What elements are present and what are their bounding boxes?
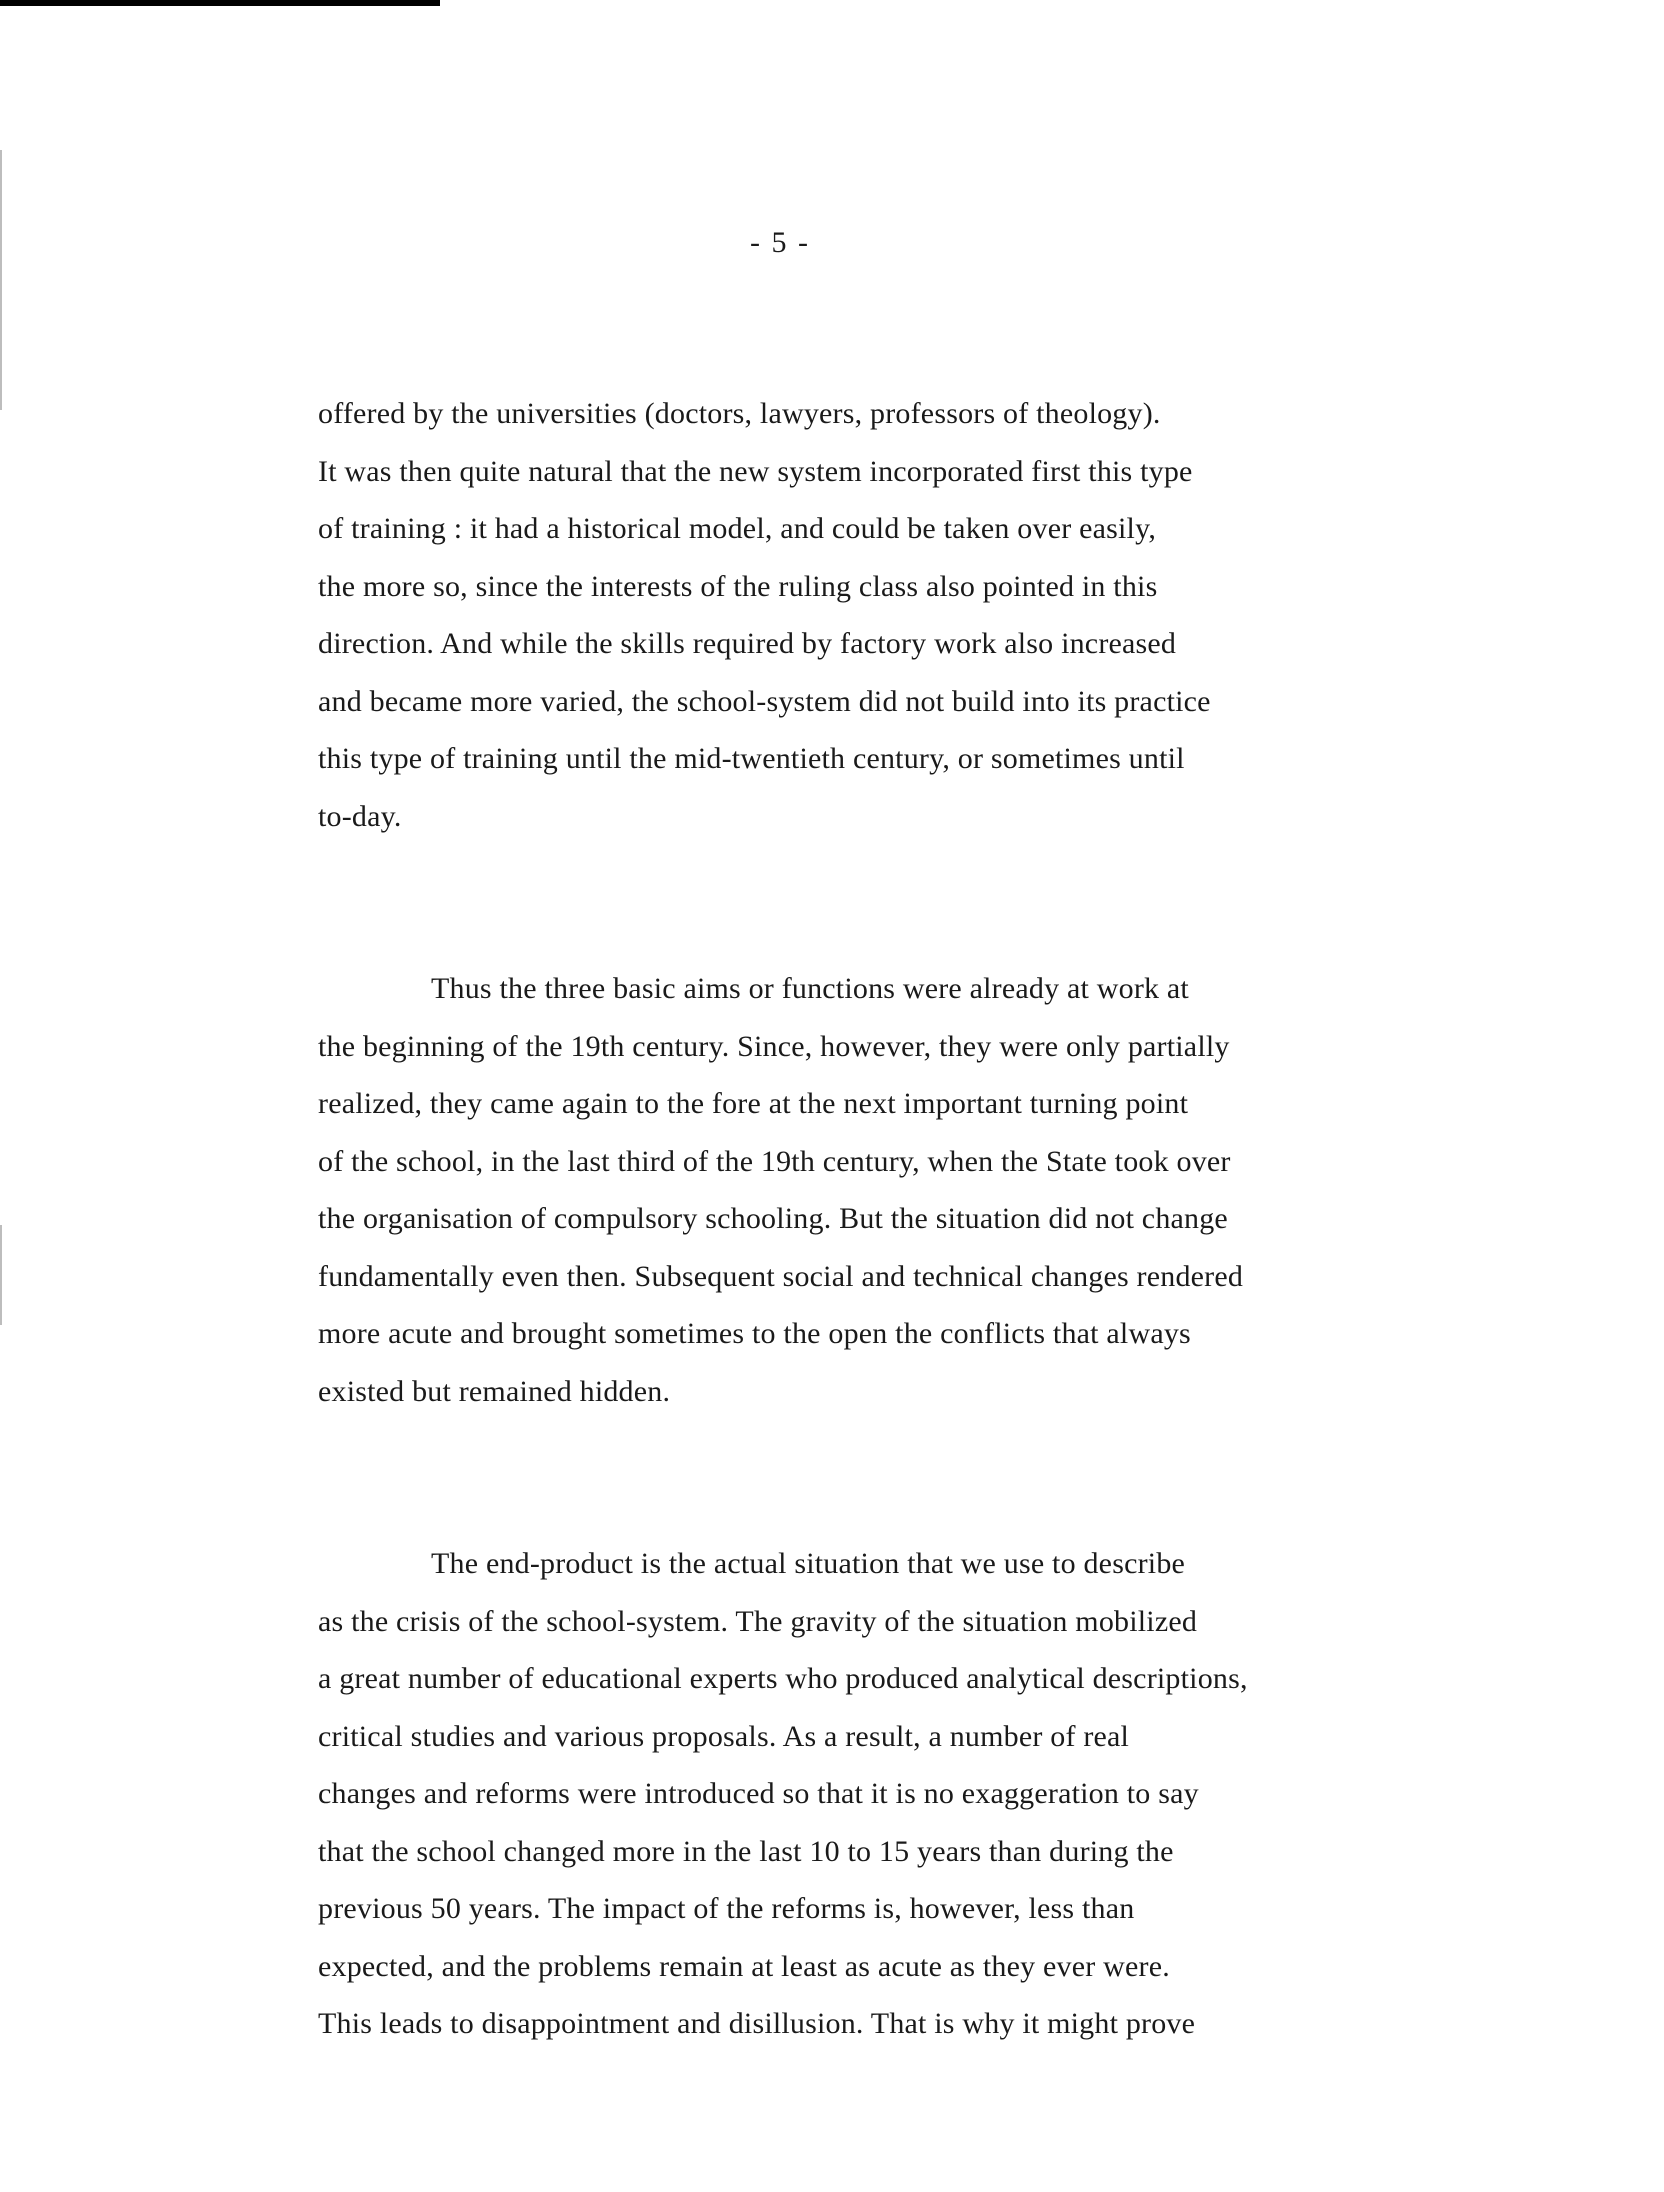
text-line: This leads to disappointment and disillusion. That is why it might prove — [318, 2007, 1196, 2040]
page-number: - 5 - — [750, 226, 810, 259]
text-line: previous 50 years. The impact of the reforms is, however, less than — [318, 1892, 1135, 1925]
text-line: that the school changed more in the last 10 to 15 years than during the — [318, 1834, 1174, 1868]
paragraph-gap — [318, 1420, 1458, 1535]
scan-top-rule — [0, 0, 440, 6]
text-line: more acute and brought sometimes to the open the conflicts that always — [318, 1317, 1191, 1350]
text-line: existed but remained hidden. — [318, 1374, 671, 1408]
text-line: changes and reforms were introduced so that it is no exaggeration to say — [318, 1777, 1199, 1810]
paragraph-2 — [318, 960, 1458, 1420]
text-line: realized, they came again to the fore at the next important turning point — [318, 1087, 1189, 1120]
text-line: offered by the universities (doctors, lawyers, professors of theology). — [318, 397, 1161, 430]
text-line: the more so, since the interests of the ruling class also pointed in this — [318, 569, 1158, 603]
text-line: a great number of educational experts who produced analytical descriptions, — [318, 1662, 1248, 1695]
document-body — [318, 385, 1458, 2053]
text-line: fundamentally even then. Subsequent social and technical changes rendered — [318, 1259, 1244, 1293]
paragraph-1 — [318, 385, 1458, 845]
text-line: The end-product is the actual situation that we use to describe — [431, 1547, 1186, 1580]
text-line: critical studies and various proposals. As a result, a number of real — [318, 1719, 1130, 1753]
text-line: the organisation of compulsory schooling. But the situation did not change — [318, 1202, 1228, 1235]
paragraph-3 — [318, 1535, 1458, 2053]
text-line: and became more varied, the school-system did not build into its practice — [318, 684, 1211, 718]
text-line: Thus the three basic aims or functions were already at work at — [431, 972, 1189, 1005]
scan-left-edge-lower — [0, 1225, 2, 1325]
text-line: this type of training until the mid-twentieth century, or sometimes until — [318, 742, 1185, 775]
text-line: It was then quite natural that the new system incorporated first this type — [318, 454, 1193, 488]
text-line: of the school, in the last third of the 19th century, when the State took over — [318, 1144, 1231, 1178]
text-line: of training : it had a historical model, and could be taken over easily, — [318, 512, 1157, 545]
text-line: direction. And while the skills required by factory work also increased — [318, 627, 1177, 660]
text-line: to-day. — [318, 799, 402, 833]
text-line: as the crisis of the school-system. The gravity of the situation mobilized — [318, 1604, 1198, 1638]
paragraph-gap — [318, 845, 1458, 960]
text-line: expected, and the problems remain at least as acute as they ever were. — [318, 1949, 1170, 1983]
scan-left-edge-upper — [0, 150, 2, 410]
text-line: the beginning of the 19th century. Since, however, they were only partially — [318, 1029, 1230, 1063]
